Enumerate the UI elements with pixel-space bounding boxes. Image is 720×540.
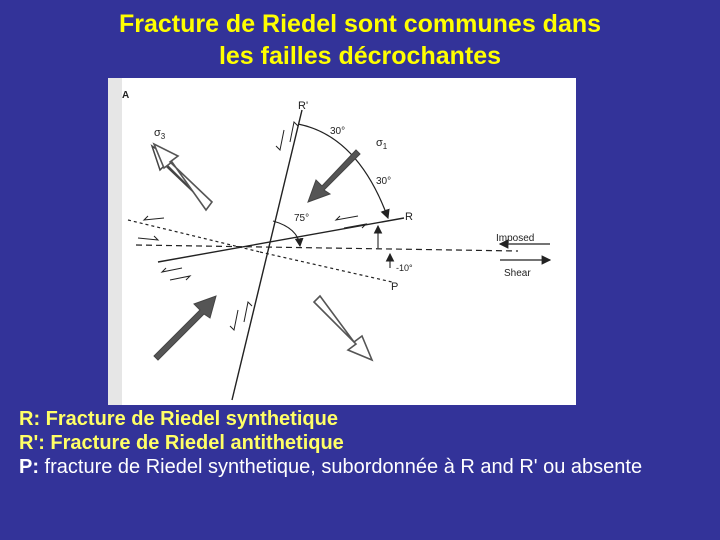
r-shear-arrow-4 <box>170 276 190 280</box>
legend-r: R: Fracture de Riedel synthetique <box>19 408 338 430</box>
label-imposed: Imposed <box>496 233 535 244</box>
label-shear: Shear <box>504 268 531 279</box>
p-line-left <box>128 220 260 252</box>
p-line-right <box>260 252 392 282</box>
label-angle-75: 75° <box>294 213 310 224</box>
title-line-1: Fracture de Riedel sont communes dans <box>118 10 602 38</box>
sigma1-arrow-upper <box>308 150 360 202</box>
legend-p-prefix: P: <box>19 456 39 478</box>
rprime-shear-arrow-3 <box>230 310 238 330</box>
sigma1-arrow-lower <box>154 296 216 360</box>
legend-p <box>19 455 709 479</box>
legend-p-text: fracture de Riedel synthetique, subordonnée à R and R' ou absente <box>39 456 643 478</box>
slide-title <box>0 8 720 72</box>
page-shade <box>108 78 122 405</box>
rprime-shear-arrow-1 <box>276 130 284 150</box>
label-sigma1: $\sigma_1$ <box>376 137 388 151</box>
rprime-shear-arrow-4 <box>244 302 252 322</box>
legend-text <box>19 407 709 479</box>
r-shear-arrow-1 <box>336 216 358 220</box>
riedel-diagram <box>108 78 576 405</box>
label-sigma3: $\sigma_3$ <box>154 127 166 141</box>
left-shear-arrow-2 <box>138 236 158 240</box>
title-line-2: les failles décrochantes <box>218 42 502 70</box>
sigma3-arrow-upper <box>152 144 212 210</box>
sigma3-arrow-lower <box>314 296 372 360</box>
r-shear-arrow-3 <box>162 268 182 272</box>
label-angle-minus10: -10° <box>396 263 413 273</box>
label-r-prime: R' <box>298 100 309 112</box>
label-p: P <box>391 281 399 293</box>
shear-direction-line <box>136 245 518 251</box>
left-shear-arrow-1 <box>144 216 164 220</box>
label-r: R <box>405 211 413 223</box>
r-prime-line <box>232 110 302 400</box>
label-angle-30-top: 30° <box>330 126 346 137</box>
riedel-diagram-svg <box>108 78 576 405</box>
angle-arc-75 <box>273 221 300 246</box>
label-angle-30-right: 30° <box>376 176 392 187</box>
legend-rprime: R': Fracture de Riedel antithetique <box>19 432 344 454</box>
r-line <box>158 218 404 262</box>
panel-label: A <box>122 90 130 101</box>
